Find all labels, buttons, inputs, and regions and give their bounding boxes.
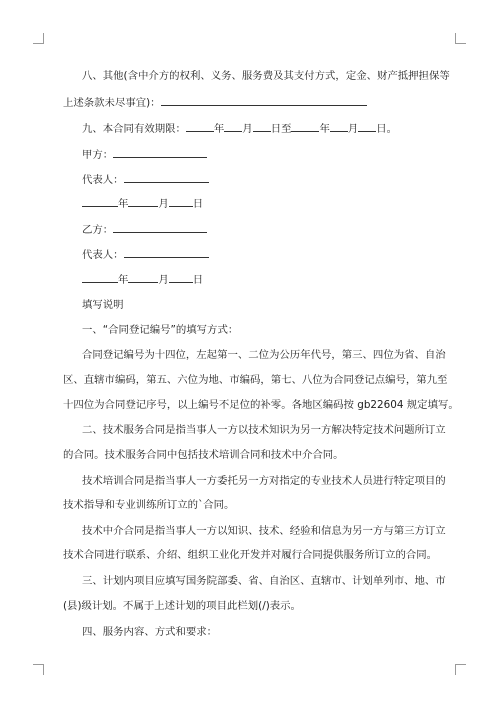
section-3-line-2: (县)级计划。不属于上述计划的项目此栏划(/)表示。 [63,600,301,612]
section-1-line-2: 区、直辖市编码，第五、六位为地、市编码，第七、八位为合同登记点编号，第九至 [63,374,448,386]
section-2-line-1: 二、技术服务合同是指当事人一方以技术知识为另一方解决特定技术问题所订立 [82,424,446,436]
crop-mark-bottom-right [455,664,466,675]
blank-end-year[interactable] [291,121,319,132]
clause-8-line-2: 上述条款未尽事宜)： [63,95,367,110]
training-contract-line-2: 技术指导和专业训练所订立的`合同。 [63,499,235,511]
clause-9-validity: 九、本合同有效期限： 年 月 日至 年 月 日。 [82,123,398,135]
party-b-rep-line: 代表人： [82,247,209,262]
clause-8-line-1: 八、其他(含中介方的权利、义务、服务费及其支付方式，定金、财产抵押担保等 [82,70,450,82]
party-a-blank[interactable] [113,147,207,158]
party-a-rep-blank[interactable] [124,172,209,183]
intermediary-contract-line-2: 技术合同进行联系、介绍、组织工业化开发并对履行合同提供服务所订立的合同。 [63,549,438,561]
party-a-year-blank[interactable] [82,196,118,207]
crop-mark-top-right [455,33,466,44]
party-b-blank[interactable] [113,222,207,233]
blank-start-day[interactable] [253,121,271,132]
party-b-line: 乙方： [82,222,207,237]
section-2-line-2: 的合同。技术服务合同中包括技术培训合同和技术中介合同。 [63,449,344,461]
party-a-rep-line: 代表人： [82,172,209,187]
blank-end-month[interactable] [330,121,348,132]
blank-start-month[interactable] [224,121,242,132]
party-b-year-blank[interactable] [82,272,118,283]
intermediary-contract-line-1: 技术中介合同是指当事人一方以知识、技术、经验和信息为另一方与第三方订立 [82,525,446,537]
party-b-rep-blank[interactable] [124,247,209,258]
crop-mark-bottom-left [33,664,44,675]
section-4-title: 四、服务内容、方式和要求： [82,626,218,638]
blank-line[interactable] [161,95,367,106]
section-1-line-3: 十四位为合同登记序号，以上编号不足位的补零。各地区编码按 gb22604 规定填写。 [63,399,459,411]
training-contract-line-1: 技术培训合同是指当事人一方委托另一方对指定的专业技术人员进行特定项目的 [82,475,446,487]
party-a-month-blank[interactable] [128,196,158,207]
party-a-line: 甲方： [82,147,207,162]
party-a-date-line: 年 月 日 [82,196,203,211]
party-b-month-blank[interactable] [128,272,158,283]
fill-instructions-title: 填写说明 [82,299,124,311]
blank-end-day[interactable] [358,121,376,132]
blank-start-year[interactable] [186,121,214,132]
section-1-line-1: 合同登记编号为十四位，左起第一、二位为公历年代号，第三、四位为省、自治 [82,349,446,361]
section-1-title: 一、“合同登记编号”的填写方式： [82,324,239,336]
crop-mark-top-left [33,33,44,44]
party-b-date-line: 年 月 日 [82,272,203,287]
party-a-day-blank[interactable] [169,196,193,207]
party-b-day-blank[interactable] [169,272,193,283]
section-3-line-1: 三、计划内项目应填写国务院部委、省、自治区、直辖市、计划单列市、地、市 [82,575,446,587]
